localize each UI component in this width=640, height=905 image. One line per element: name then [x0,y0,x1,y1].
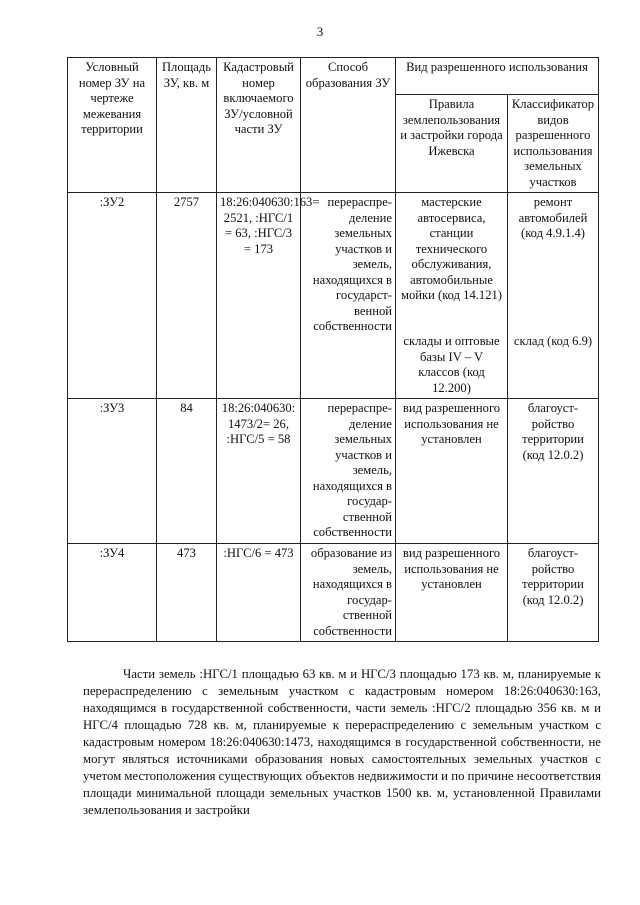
table-row [68,544,599,642]
header-cadastral-number: Кадастровый номер включаемого ЗУ/условной части ЗУ [217,58,301,193]
header-permitted-use: Вид разрешенного использования [396,58,599,95]
page-number: 3 [316,24,324,39]
cell-cadastral: 18:26:040630: 1473/2= 26, :НГС/5 = 58 [217,399,301,544]
header-use-classifier: Классификатор видов разрешенного использования земельных участков [508,95,599,193]
cell-plot-id: :ЗУ3 [68,399,157,544]
cell-classifier: благоуст-ройство территории (код 12.0.2) [508,544,599,642]
cell-area: 473 [157,544,217,642]
cell-cadastral: :НГС/6 = 473 [217,544,301,642]
body-paragraph [83,666,601,819]
cell-classifier: ремонт автомобилей (код 4.9.1.4) [508,193,599,333]
cell-cadastral: 18:26:040630:163= 2521, :НГС/1 = 63, :НГС/3 = 173 [217,193,301,399]
cell-rules: вид разрешенного использования не установлен [396,544,508,642]
cell-classifier: благоуст-ройство территории (код 12.0.2) [508,399,599,544]
cell-classifier: склад (код 6.9) [508,332,599,399]
table-row [68,193,599,333]
header-zoning-rules: Правила землепользования и застройки города Ижевска [396,95,508,193]
cell-method: перераспре-деление земельных участков и земель, находящихся в государ-ственной собственности [301,399,396,544]
cell-method: перераспре-деление земельных участков и земель, находящихся в государст-венной собственности [301,193,396,399]
cell-method: образование из земель, находящихся в государ-ственной собственности [301,544,396,642]
header-plot-number: Условный номер ЗУ на чертеже межевания территории [68,58,157,193]
cell-plot-id: :ЗУ2 [68,193,157,399]
cell-area: 2757 [157,193,217,399]
header-formation-method: Способ образования ЗУ [301,58,396,193]
cell-rules: мастерские автосервиса, станции технического обслуживания, автомобильные мойки (код 14.121) [396,193,508,333]
cell-rules: вид разрешенного использования не установлен [396,399,508,544]
cell-rules: склады и оптовые базы IV – V классов (код 12.200) [396,332,508,399]
table-header-row [68,58,599,95]
cell-plot-id: :ЗУ4 [68,544,157,642]
paragraph-text: Части земель :НГС/1 площадью 63 кв. м и НГС/3 площадью 173 кв. м, планируемые к перераспределению с земельным участком с кадастровым номером 18:26:040630:163, находящимся в государственной собственности, части земель :НГС/2 площадью 356 кв. м и НГС/4 площадью 728 кв. м, планируемые к перераспределению с земельным участком с кадастровым номером 18:26:040630:1473, находящимся в государственной собственности, не могут являться источниками образования новых самостоятельных земельных участков с учетом местоположения существующих объектов недвижимости и по причине несоответствия площади минимальной площади земельных участков 1500 кв. м, установленной Правилами землепользования и застройки [83,667,601,817]
cell-area: 84 [157,399,217,544]
land-plots-table [67,57,599,642]
header-area: Площадь ЗУ, кв. м [157,58,217,193]
table-row [68,399,599,544]
